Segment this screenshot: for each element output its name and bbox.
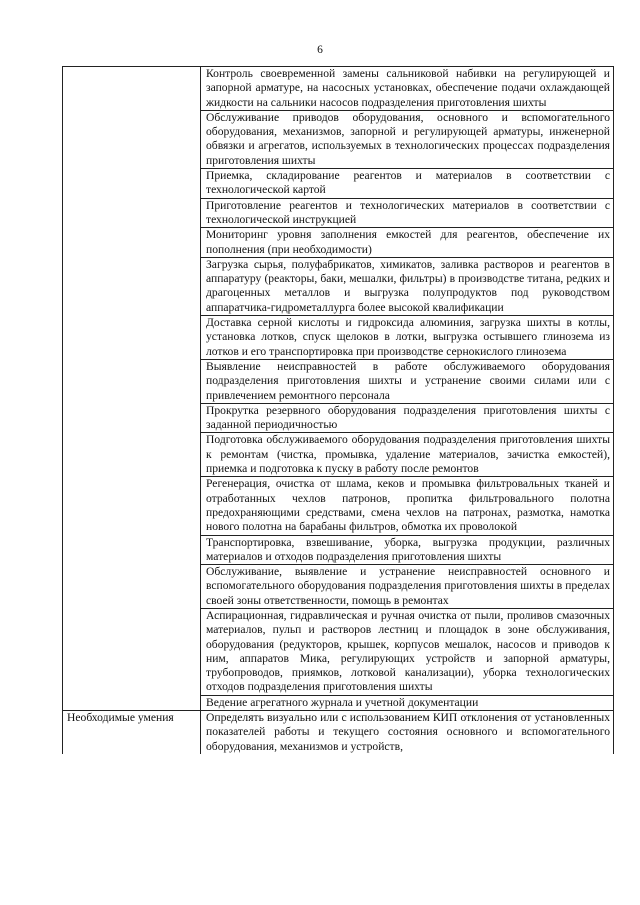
table-cell: Транспортировка, взвешивание, уборка, выгрузка продукции, различных материалов и отходов подразделения приготовления шихты [201,535,614,565]
section-label-cell [63,67,201,711]
table-cell: Прокрутка резервного оборудования подразделения приготовления шихты с заданной периодичностью [201,403,614,433]
table-cell: Аспирационная, гидравлическая и ручная очистка от пыли, проливов смазочных материалов, пульп и растворов лестниц и площадок в зоне обслуживания, оборудования (редукторов, крышек, корпусов мешалок, насосов и приводов к ним, аппаратов Мика, регулирующих устройств и запорной арматуры, трубопроводов, приямков, лотковой канализации), уборка технологических отходов подразделения приготовления шихты [201,608,614,695]
table-cell: Обслуживание, выявление и устранение неисправностей основного и вспомогательного оборудования подразделения приготовления шихты в пределах своей зоны ответственности, помощь в ремонтах [201,565,614,609]
table-row [63,67,614,111]
table-cell: Приготовление реагентов и технологических материалов в соответствии с технологической инструкцией [201,198,614,228]
table-cell: Обслуживание приводов оборудования, основного и вспомогательного оборудования, механизмов, запорной и регулирующей арматуры, инженерной обвязки и агрегатов, используемых в технологических процессах подразделения приготовления шихты [201,110,614,168]
table-cell: Доставка серной кислоты и гидроксида алюминия, загрузка шихты в котлы, установка лотков, спуск щелоков в лотки, выгрузка остывшего глинозема из лотков и его транспортировка при производстве сернокислого глинозема [201,316,614,360]
table-cell: Определять визуально или с использованием КИП отклонения от установленных показателей работы и текущего состояния основного и вспомогательного оборудования, механизмов и устройств, [201,711,614,754]
table-row [63,711,614,754]
page-number: 6 [317,44,323,56]
table-cell: Контроль своевременной замены сальниковой набивки на регулирующей и запорной арматуре, на насосных установках, обеспечение подачи охлаждающей жидкости на сальники насосов подразделения приготовления шихты [201,67,614,111]
table-cell: Выявление неисправностей в работе обслуживаемого оборудования подразделения приготовления шихты и устранение своими силами или с привлечением ремонтного персонала [201,359,614,403]
skills-label-cell: Необходимые умения [63,711,201,754]
table-cell: Регенерация, очистка от шлама, кеков и промывка фильтровальных тканей и отработанных чехлов патронов, пропитка фильтровального полотна предохраняющими средствами, смена чехлов на патронах, размотка, намотка нового полотна на барабаны фильтров, обмотка их проволокой [201,477,614,535]
table-cell: Приемка, складирование реагентов и материалов в соответствии с технологической картой [201,169,614,199]
table-cell: Мониторинг уровня заполнения емкостей для реагентов, обеспечение их пополнения (при необходимости) [201,228,614,258]
table-cell: Загрузка сырья, полуфабрикатов, химикатов, заливка растворов и реагентов в аппаратуру (реакторы, баки, мешалки, фильтры) в производстве титана, редких и драгоценных металлов и выгрузка полупродуктов под руководством аппаратчика-гидрометаллурга более высокой квалификации [201,257,614,315]
table-cell: Подготовка обслуживаемого оборудования подразделения приготовления шихты к ремонтам (чистка, промывка, удаление материалов, зачистка емкостей), приемка и подготовка к пуску в работу после ремонтов [201,433,614,477]
labor-functions-table [62,66,614,754]
table-cell: Ведение агрегатного журнала и учетной документации [201,695,614,710]
